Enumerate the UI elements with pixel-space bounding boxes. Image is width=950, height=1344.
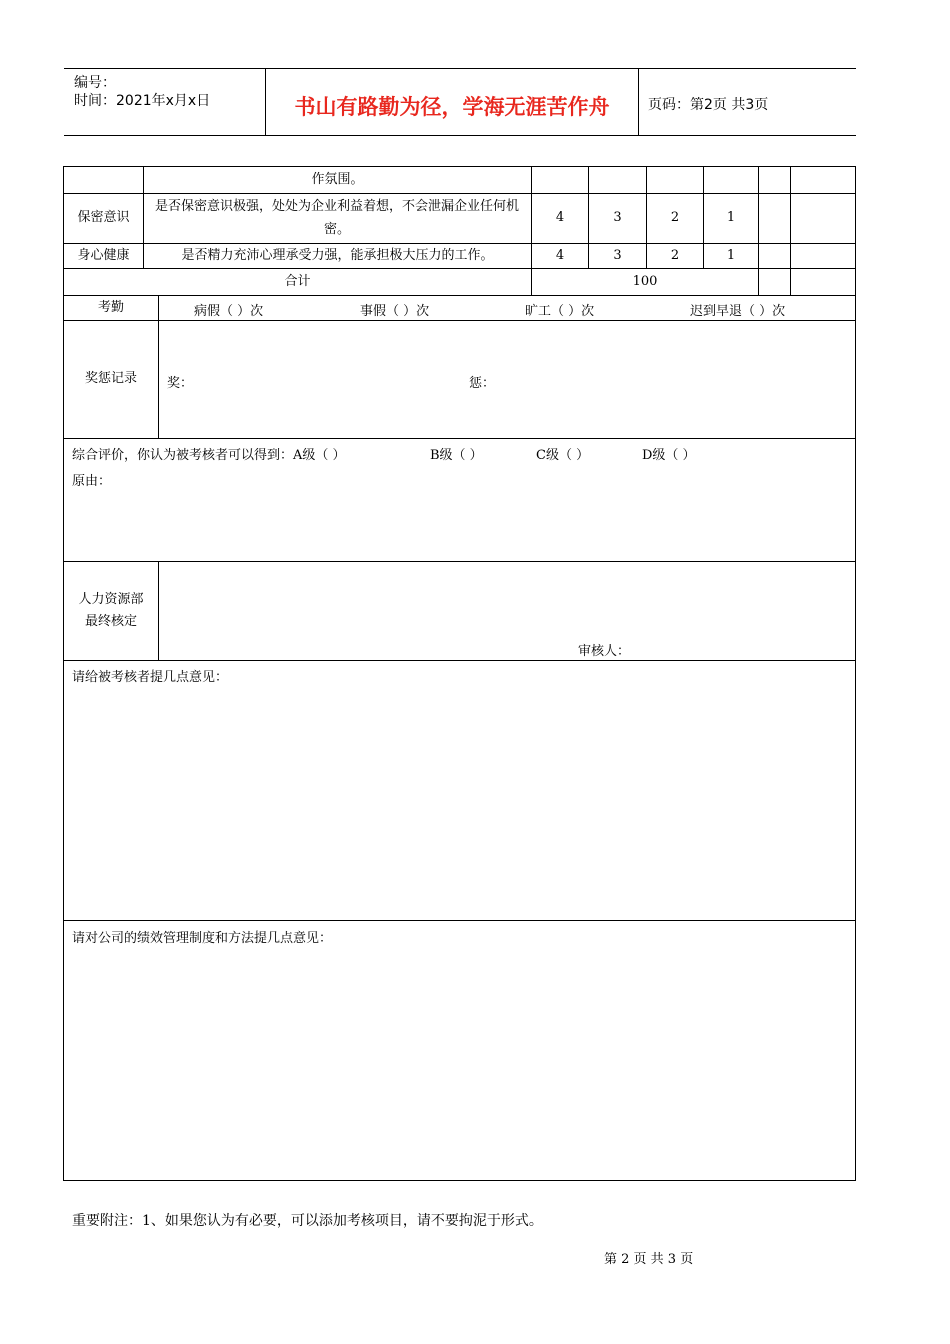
score-4: 4 <box>555 247 565 263</box>
score-3: 3 <box>613 247 622 263</box>
col-line <box>758 166 759 295</box>
table-right-border <box>855 166 856 1181</box>
total-value: 100 <box>632 273 658 289</box>
score-1: 1 <box>726 210 736 226</box>
row-line <box>63 561 856 562</box>
score-2: 2 <box>670 210 680 226</box>
hr-label <box>64 562 158 660</box>
table-bottom-border <box>63 1180 856 1181</box>
attendance-late: 迟到早退（ ）次 <box>690 304 786 319</box>
reward-text: 奖： <box>167 376 194 391</box>
reward-label: 奖惩记录 <box>84 371 137 387</box>
score-1: 1 <box>726 247 736 263</box>
suggestion-company: 请对公司的绩效管理制度和方法提几点意见： <box>72 931 333 946</box>
row-line <box>63 320 856 321</box>
hr-reviewer: 审核人： <box>578 644 631 659</box>
row-label-confidentiality: 保密意识 <box>77 210 130 226</box>
page-footer: 第 2 页 共 3 页 <box>604 1252 694 1267</box>
attendance-absent: 旷工（ ）次 <box>525 304 595 319</box>
footnote: 重要附注：1、如果您认为有必要，可以添加考核项目，请不要拘泥于形式。 <box>72 1213 543 1229</box>
time-label: 时间：2021年x月x日 <box>74 93 211 109</box>
serial-label: 编号： <box>74 75 116 91</box>
header-top-rule <box>64 68 856 69</box>
total-label: 合计 <box>284 273 311 289</box>
overall-prompt: 综合评价，你认为被考核者可以得到：A级（ ） <box>72 448 346 463</box>
score-3: 3 <box>613 210 622 226</box>
suggestion-employee: 请给被考核者提几点意见： <box>72 670 229 685</box>
row-line <box>63 660 856 661</box>
overall-reason: 原由： <box>72 474 112 489</box>
header-divider-2 <box>638 68 639 136</box>
row-line <box>63 438 856 439</box>
row-line <box>63 920 856 921</box>
attendance-label: 考勤 <box>97 299 124 315</box>
col-line <box>790 166 791 295</box>
row-line <box>63 295 856 296</box>
motto: 书山有路勤为径，学海无涯苦作舟 <box>294 94 610 119</box>
row-desc-health: 是否精力充沛心理承受力强，能承担极大压力的工作。 <box>181 247 494 263</box>
overall-grade-c: C级（ ） <box>536 448 590 463</box>
col-line <box>158 561 159 660</box>
page-label: 页码：第2页 共3页 <box>648 97 769 113</box>
overall-grade-d: D级（ ） <box>642 448 696 463</box>
attendance-sick: 病假（ ）次 <box>194 304 264 319</box>
row-desc-confidentiality: 是否保密意识极强，处处为企业利益着想，不会泄漏企业任何机密。 <box>154 199 519 237</box>
overall-grade-b: B级（ ） <box>430 448 483 463</box>
penalty-text: 惩： <box>469 376 496 391</box>
score-4: 4 <box>555 210 565 226</box>
hr-label-line2: 最终核定 <box>84 614 137 629</box>
row-label-health: 身心健康 <box>77 247 130 263</box>
hr-label-line1: 人力资源部 <box>78 591 144 607</box>
score-2: 2 <box>670 247 680 263</box>
prev-row-text: 作氛围。 <box>311 171 364 187</box>
attendance-personal: 事假（ ）次 <box>360 304 430 319</box>
col-line <box>158 295 159 438</box>
header-bottom-rule <box>64 135 856 136</box>
